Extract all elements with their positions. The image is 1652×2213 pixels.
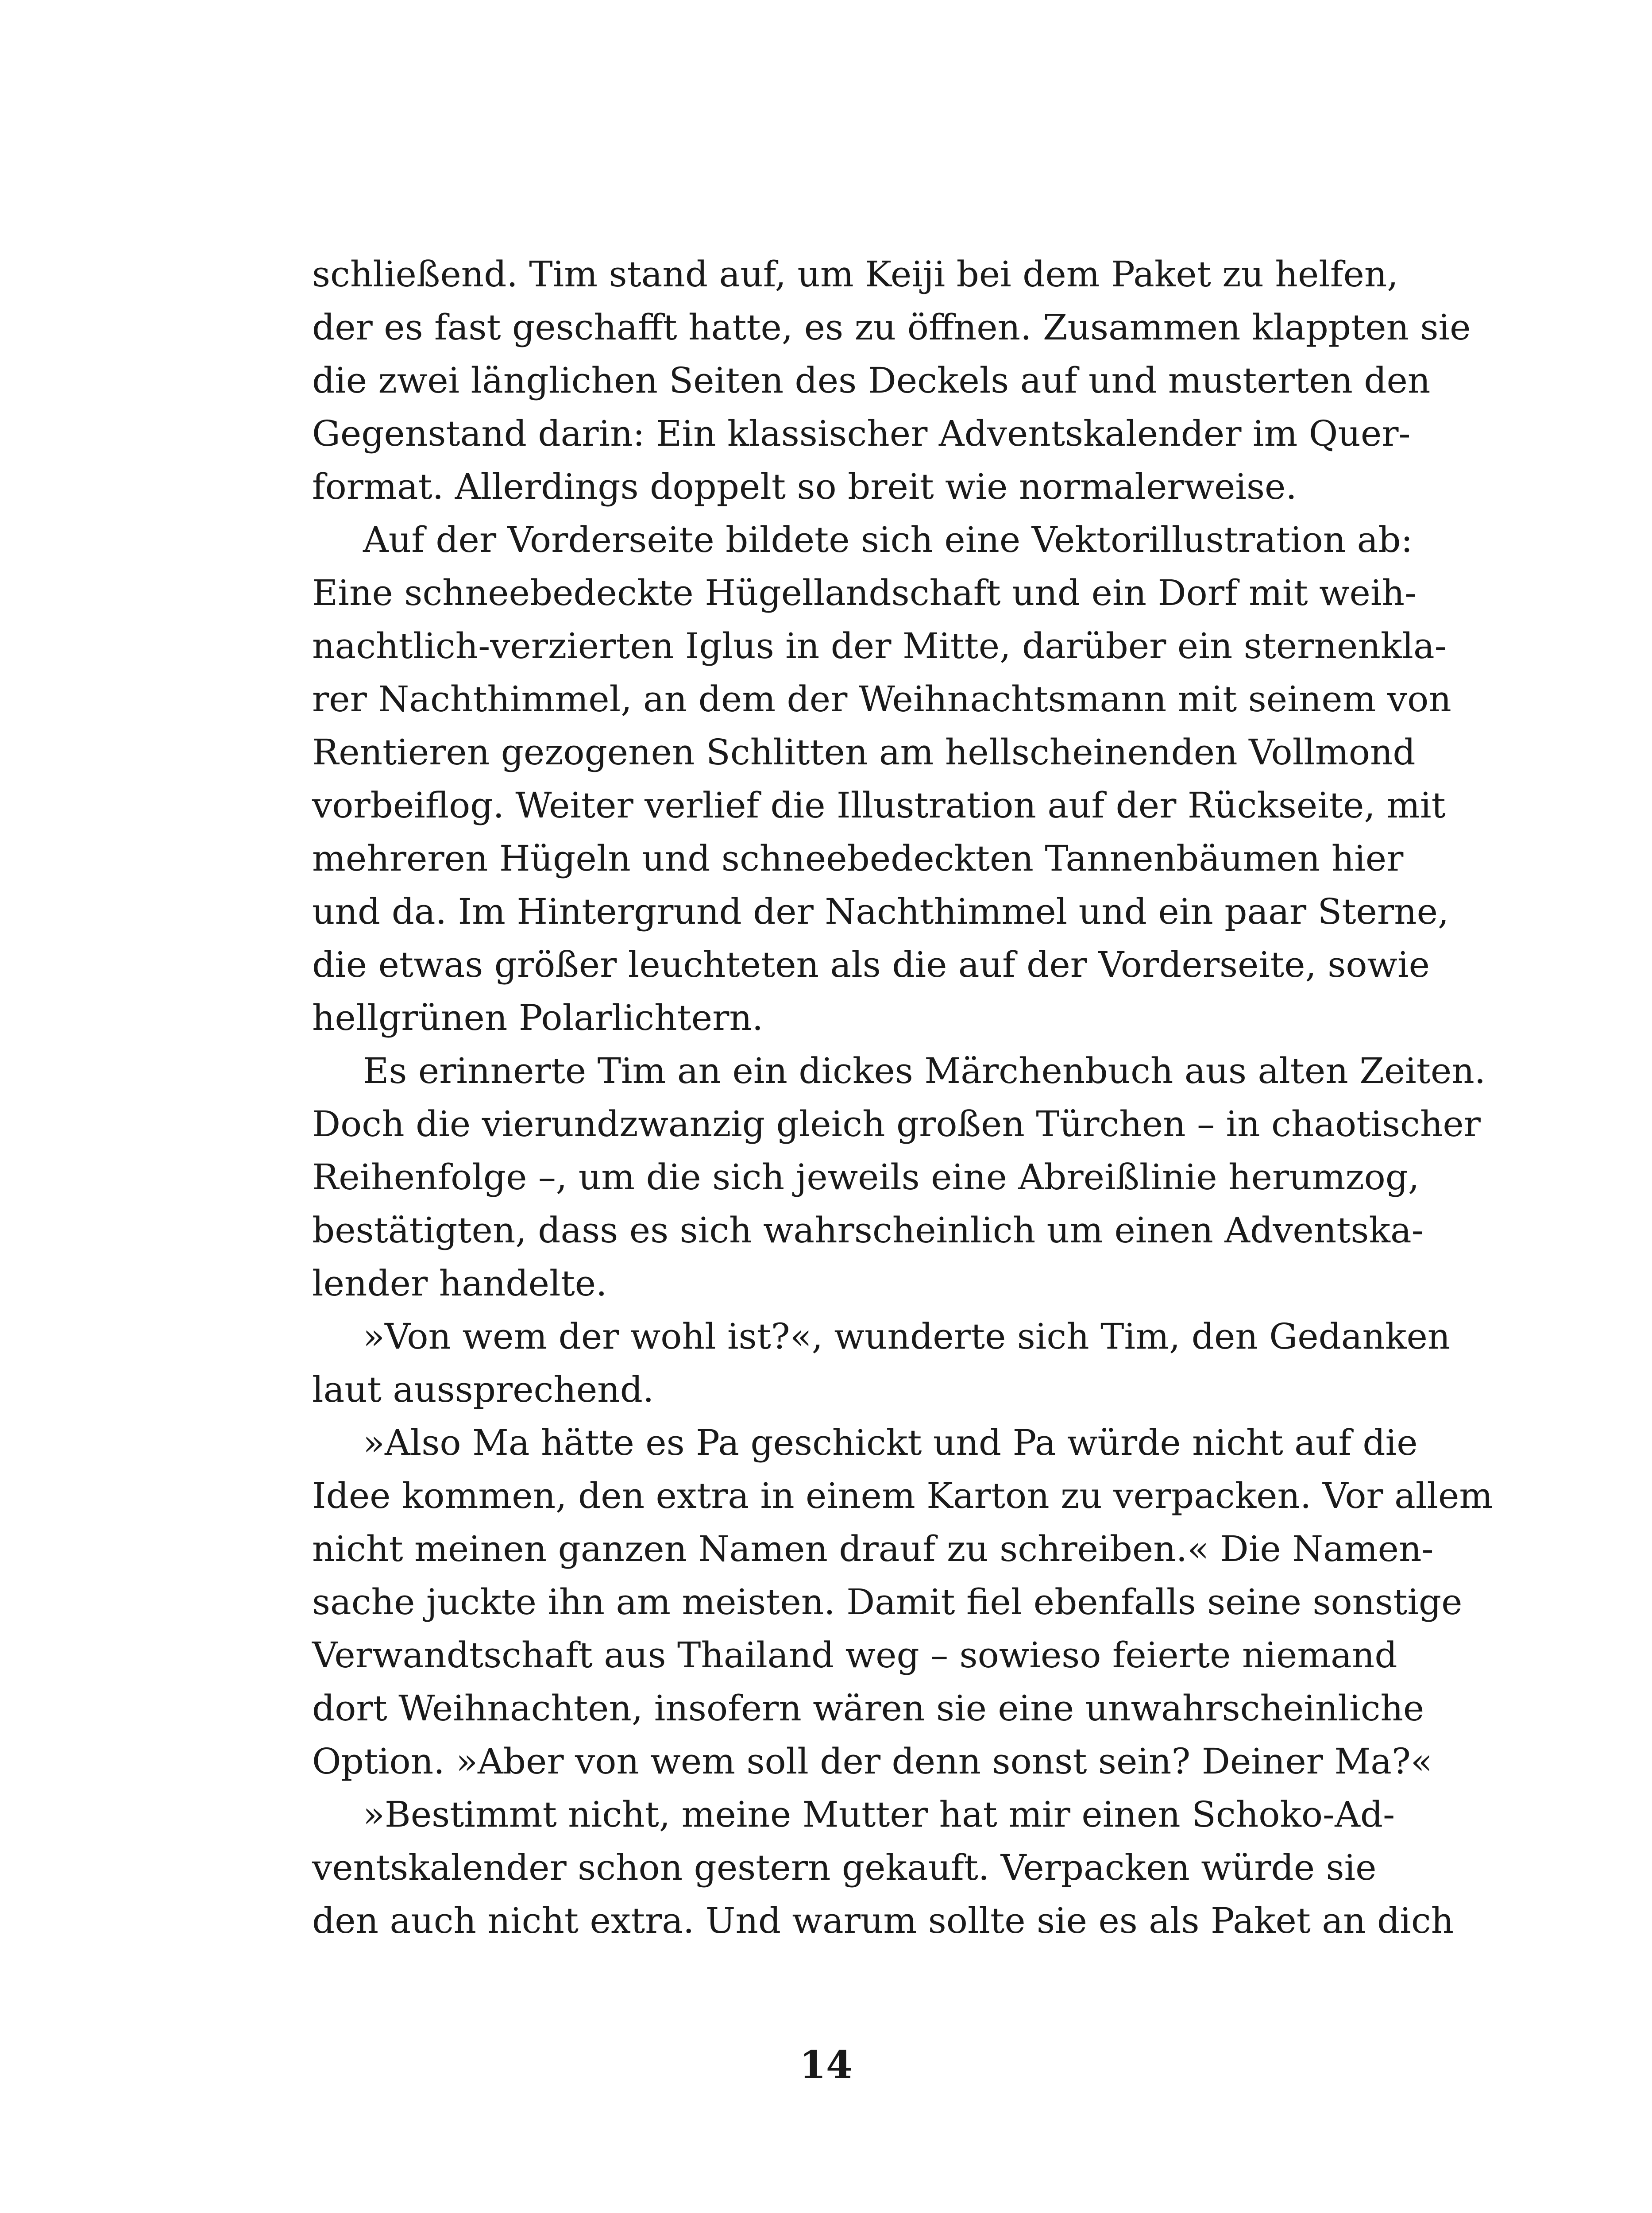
text-line: ventskalender schon gestern gekauft. Verpacken würde sie — [312, 1847, 1377, 1888]
text-line: nachtlich-verzierten Iglus in der Mitte, darüber ein sternenkla- — [312, 625, 1447, 667]
paragraph — [312, 1416, 1493, 1788]
text-line: »Bestimmt nicht, meine Mutter hat mir einen Schoko-Ad- — [363, 1794, 1395, 1835]
text-line: nicht meinen ganzen Namen drauf zu schreiben.« Die Namen- — [312, 1528, 1434, 1569]
text-line: Doch die vierundzwanzig gleich großen Türchen – in chaotischer — [312, 1103, 1481, 1145]
text-line: laut aussprechend. — [312, 1369, 654, 1410]
paragraph — [312, 1310, 1451, 1416]
text-line: Option. »Aber von wem soll der denn sonst sein? Deiner Ma?« — [312, 1741, 1432, 1782]
text-line: hellgrünen Polarlichtern. — [312, 997, 764, 1038]
text-line: und da. Im Hintergrund der Nachthimmel und ein paar Sterne, — [312, 891, 1449, 932]
text-line: »Von wem der wohl ist?«, wunderte sich Tim, den Gedanken — [363, 1316, 1451, 1357]
text-line: lender handelte. — [312, 1263, 607, 1304]
text-line: Rentieren gezogenen Schlitten am hellscheinenden Vollmond — [312, 732, 1416, 773]
text-line: Es erinnerte Tim an ein dickes Märchenbuch aus alten Zeiten. — [363, 1050, 1486, 1091]
text-line: der es fast geschafft hatte, es zu öffnen. Zusammen klappten sie — [312, 307, 1471, 348]
text-line: Idee kommen, den extra in einem Karton zu verpacken. Vor allem — [312, 1475, 1493, 1516]
paragraph — [312, 248, 1471, 513]
text-line: Reihenfolge –, um die sich jeweils eine Abreißlinie herumzog, — [312, 1157, 1420, 1198]
page-number: 14 — [799, 2043, 853, 2087]
text-line: mehreren Hügeln und schneebedeckten Tannenbäumen hier — [312, 838, 1404, 879]
paragraph — [312, 513, 1451, 1045]
text-line: den auch nicht extra. Und warum sollte sie es als Paket an dich — [312, 1900, 1454, 1941]
text-line: die zwei länglichen Seiten des Deckels auf und musterten den — [312, 360, 1431, 401]
text-line: dort Weihnachten, insofern wären sie eine unwahrscheinliche — [312, 1688, 1424, 1729]
text-line: vorbeiflog. Weiter verlief die Illustration auf der Rückseite, mit — [312, 785, 1446, 826]
body-text — [312, 248, 1493, 1947]
text-line: Auf der Vorderseite bildete sich eine Vektorillustration ab: — [363, 519, 1413, 560]
text-line: die etwas größer leuchteten als die auf der Vorderseite, sowie — [312, 944, 1430, 985]
text-line: schließend. Tim stand auf, um Keiji bei dem Paket zu helfen, — [312, 254, 1398, 295]
text-line: Gegenstand darin: Ein klassischer Adventskalender im Quer- — [312, 413, 1411, 454]
text-line: sache juckte ihn am meisten. Damit fiel ebenfalls seine sonstige — [312, 1581, 1463, 1623]
text-line: Verwandtschaft aus Thailand weg – sowieso feierte niemand — [312, 1635, 1397, 1676]
text-line: rer Nachthimmel, an dem der Weihnachtsmann mit seinem von — [312, 679, 1451, 720]
text-line: »Also Ma hätte es Pa geschickt und Pa würde nicht auf die — [363, 1422, 1418, 1463]
text-line: Eine schneebedeckte Hügellandschaft und ein Dorf mit weih- — [312, 572, 1417, 613]
text-line: bestätigten, dass es sich wahrscheinlich um einen Adventska- — [312, 1210, 1424, 1251]
paragraph — [312, 1788, 1454, 1947]
text-line: format. Allerdings doppelt so breit wie normalerweise. — [312, 466, 1297, 507]
paragraph — [312, 1045, 1486, 1310]
